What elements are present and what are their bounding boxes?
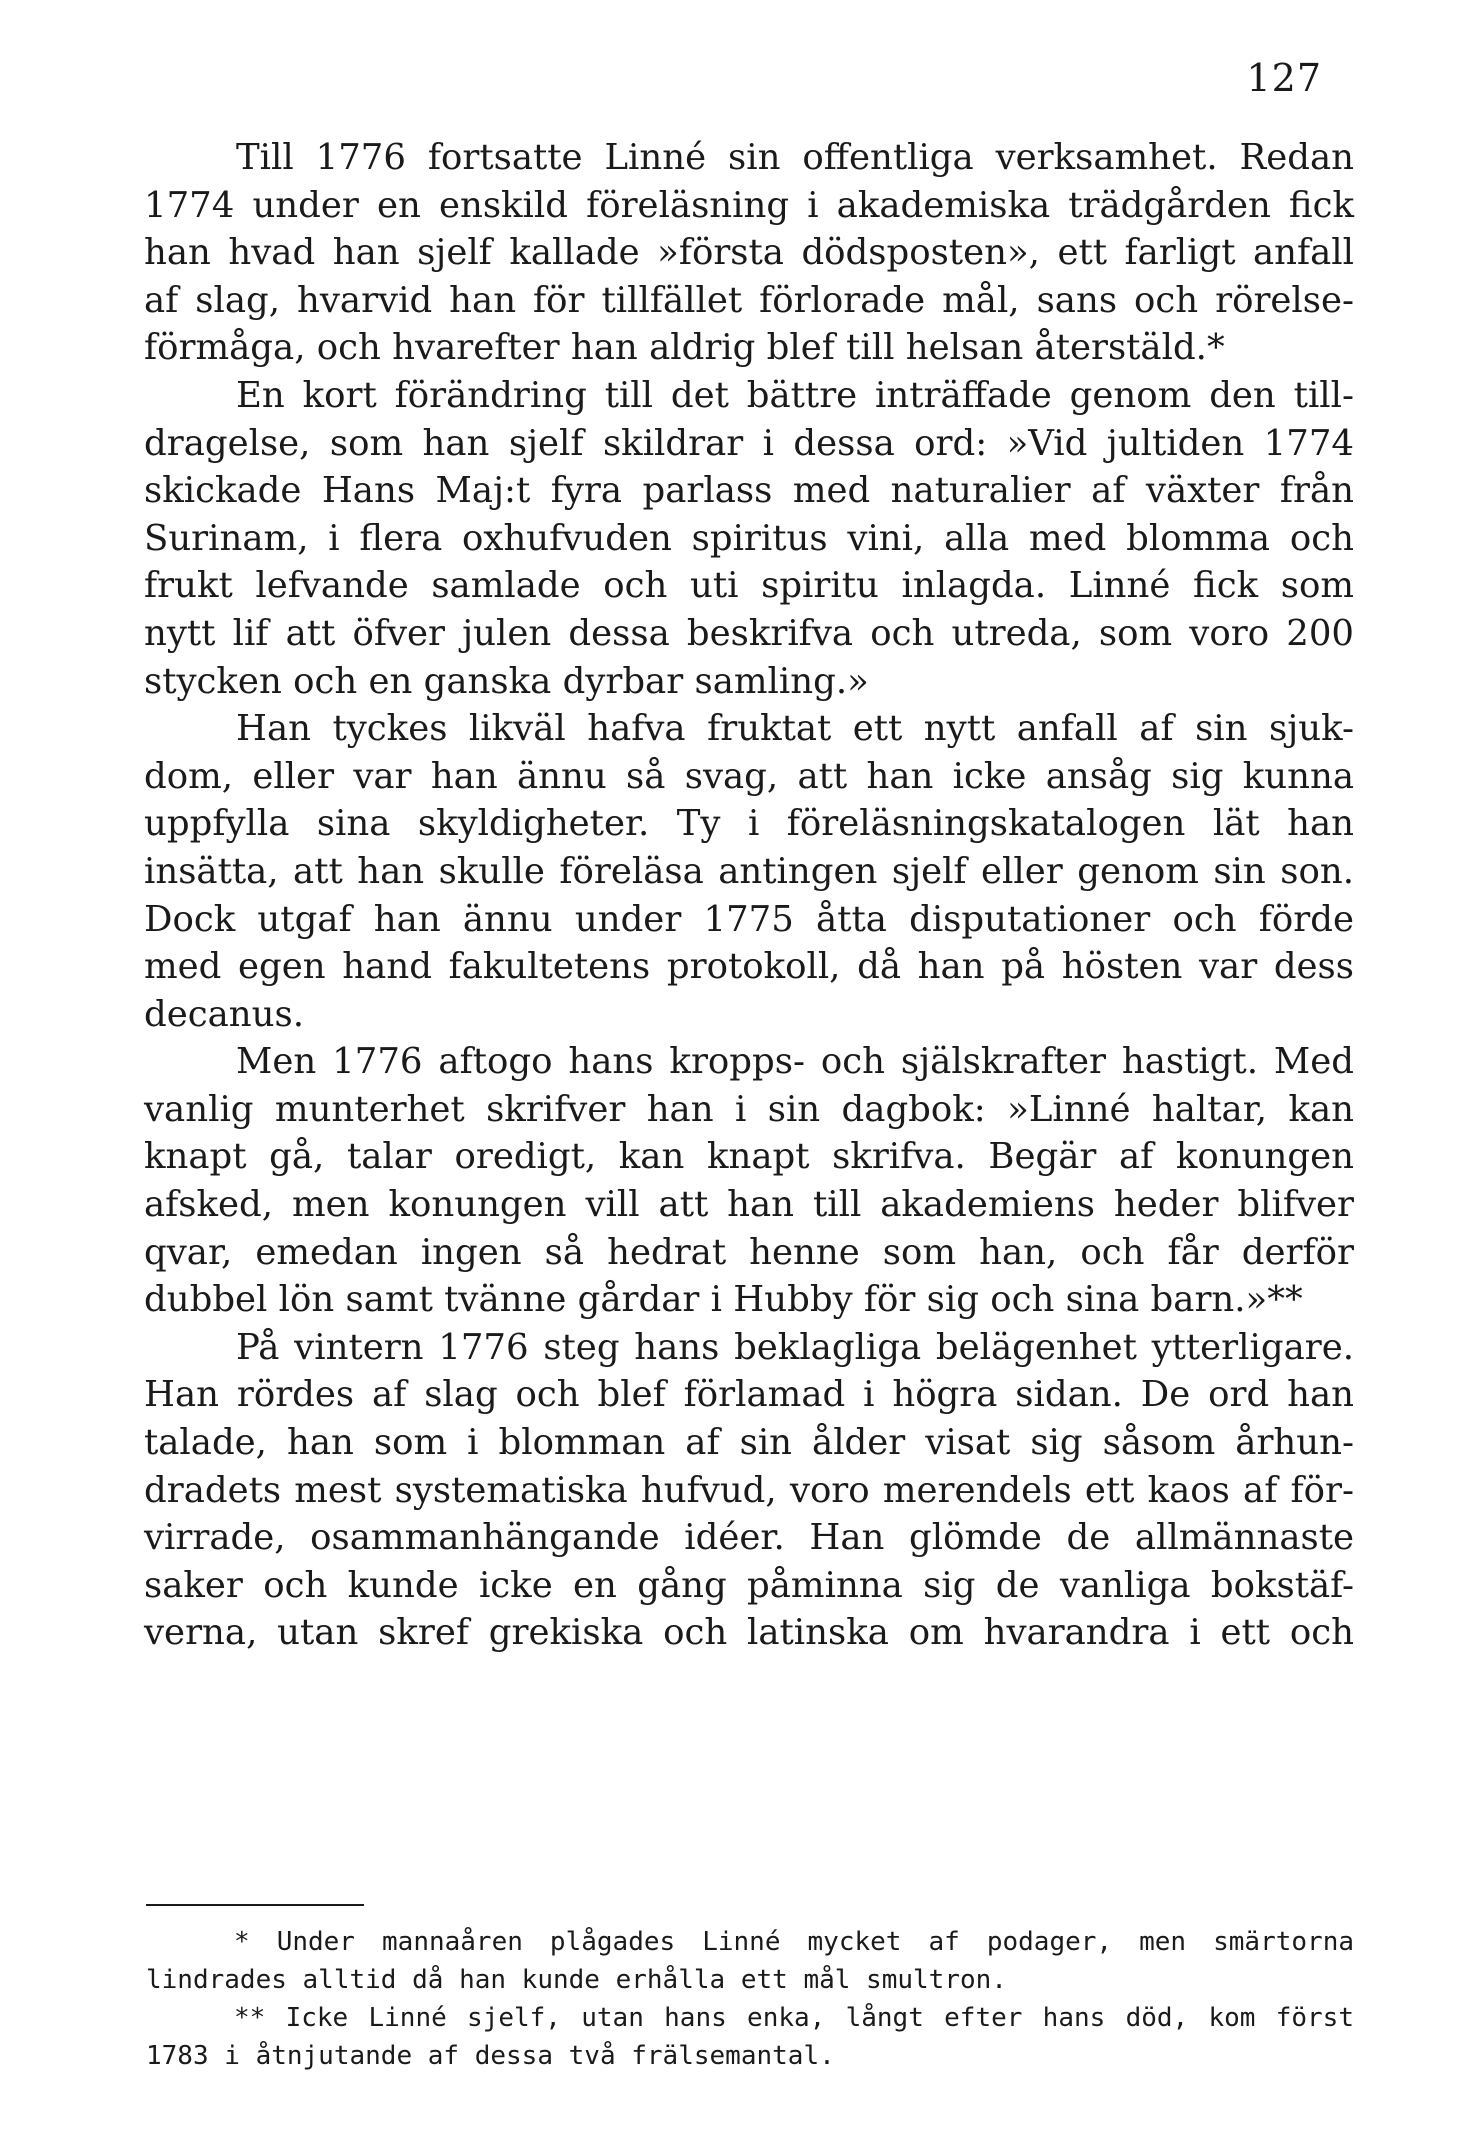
text-line: talade, han som i blomman af sin ålder visat sig såsom århun- xyxy=(144,1422,1354,1464)
text-line: stycken och en ganska dyrbar samling.» xyxy=(144,660,869,702)
text-line: virrade, osammanhängande idéer. Han glömde de allmännaste xyxy=(144,1517,1354,1559)
text-line: dom, eller var han ännu så svag, att han icke ansåg sig kunna xyxy=(144,755,1354,797)
text-line: Till 1776 fortsatte Linné sin offentliga verksamhet. Redan xyxy=(236,137,1354,178)
text-line: På vintern 1776 steg hans beklagliga belägenhet ytterligare. xyxy=(236,1326,1354,1368)
text-line: uppfylla sina skyldigheter. Ty i föreläsningskatalogen lät han xyxy=(144,803,1354,845)
footnote-line: * Under mannaåren plågades Linné mycket af podager, men smärtorna xyxy=(234,1927,1354,1957)
text-line: qvar, emedan ingen så hedrat henne som han, och får derför xyxy=(144,1231,1354,1273)
text-line: förmåga, och hvarefter han aldrig blef till helsan återstäld.* xyxy=(144,327,1225,369)
text-line: afsked, men konungen vill att han till akademiens heder blifver xyxy=(144,1184,1354,1226)
text-line: dragelse, som han sjelf skildrar i dessa ord: »Vid jultiden 1774 xyxy=(144,422,1354,464)
text-line: decanus. xyxy=(144,993,305,1035)
text-line: af slag, hvarvid han för tillfället förlorade mål, sans och rörelse- xyxy=(144,279,1354,321)
footnote-line: lindrades alltid då han kunde erhålla ett mål smultron. xyxy=(146,1965,1007,1995)
footnote-line: 1783 i åtnjutande af dessa två frälsemantal. xyxy=(146,2041,835,2071)
page-number: 127 xyxy=(1246,56,1322,100)
text-line: Han tyckes likväl hafva fruktat ett nytt anfall af sin sjuk- xyxy=(236,708,1354,750)
text-line: Dock utgaf han ännu under 1775 åtta disputationer och förde xyxy=(144,898,1354,940)
text-line: nytt lif att öfver julen dessa beskrifva och utreda, som voro 200 xyxy=(144,612,1354,654)
text-line: Men 1776 aftogo hans kropps- och själskrafter hastigt. Med xyxy=(236,1041,1354,1083)
text-line: frukt lefvande samlade och uti spiritu inlagda. Linné fick som xyxy=(144,565,1354,607)
text-line: dubbel lön samt tvänne gårdar i Hubby för sig och sina barn.»** xyxy=(144,1279,1303,1321)
body-text xyxy=(144,134,1354,1657)
text-line: knapt gå, talar oredigt, kan knapt skrifva. Begär af konungen xyxy=(144,1136,1354,1178)
footnotes xyxy=(146,1923,1354,2075)
text-line: han hvad han sjelf kallade »första dödsposten», ett farligt anfall xyxy=(144,232,1354,274)
text-line: dradets mest systematiska hufvud, voro merendels ett kaos af för- xyxy=(144,1469,1354,1511)
text-line: saker och kunde icke en gång påminna sig de vanliga bokstäf- xyxy=(144,1564,1354,1606)
text-line: 1774 under en enskild föreläsning i akademiska trädgården fick xyxy=(144,184,1354,226)
text-line: insätta, att han skulle föreläsa antingen sjelf eller genom sin son. xyxy=(144,850,1354,892)
text-line: verna, utan skref grekiska och latinska om hvarandra i ett och xyxy=(144,1612,1354,1654)
text-line: med egen hand fakultetens protokoll, då han på hösten var dess xyxy=(144,946,1354,988)
footnote-divider xyxy=(146,1904,364,1906)
text-line: Surinam, i flera oxhufvuden spiritus vini, alla med blomma och xyxy=(144,517,1354,559)
text-line: En kort förändring till det bättre inträffade genom den till- xyxy=(236,374,1354,416)
footnote-line: ** Icke Linné sjelf, utan hans enka, långt efter hans död, kom först xyxy=(234,2003,1354,2033)
text-line: vanlig munterhet skrifver han i sin dagbok: »Linné haltar, kan xyxy=(144,1088,1354,1130)
text-line: Han rördes af slag och blef förlamad i högra sidan. De ord han xyxy=(144,1374,1354,1416)
text-line: skickade Hans Maj:t fyra parlass med naturalier af växter från xyxy=(144,470,1354,512)
